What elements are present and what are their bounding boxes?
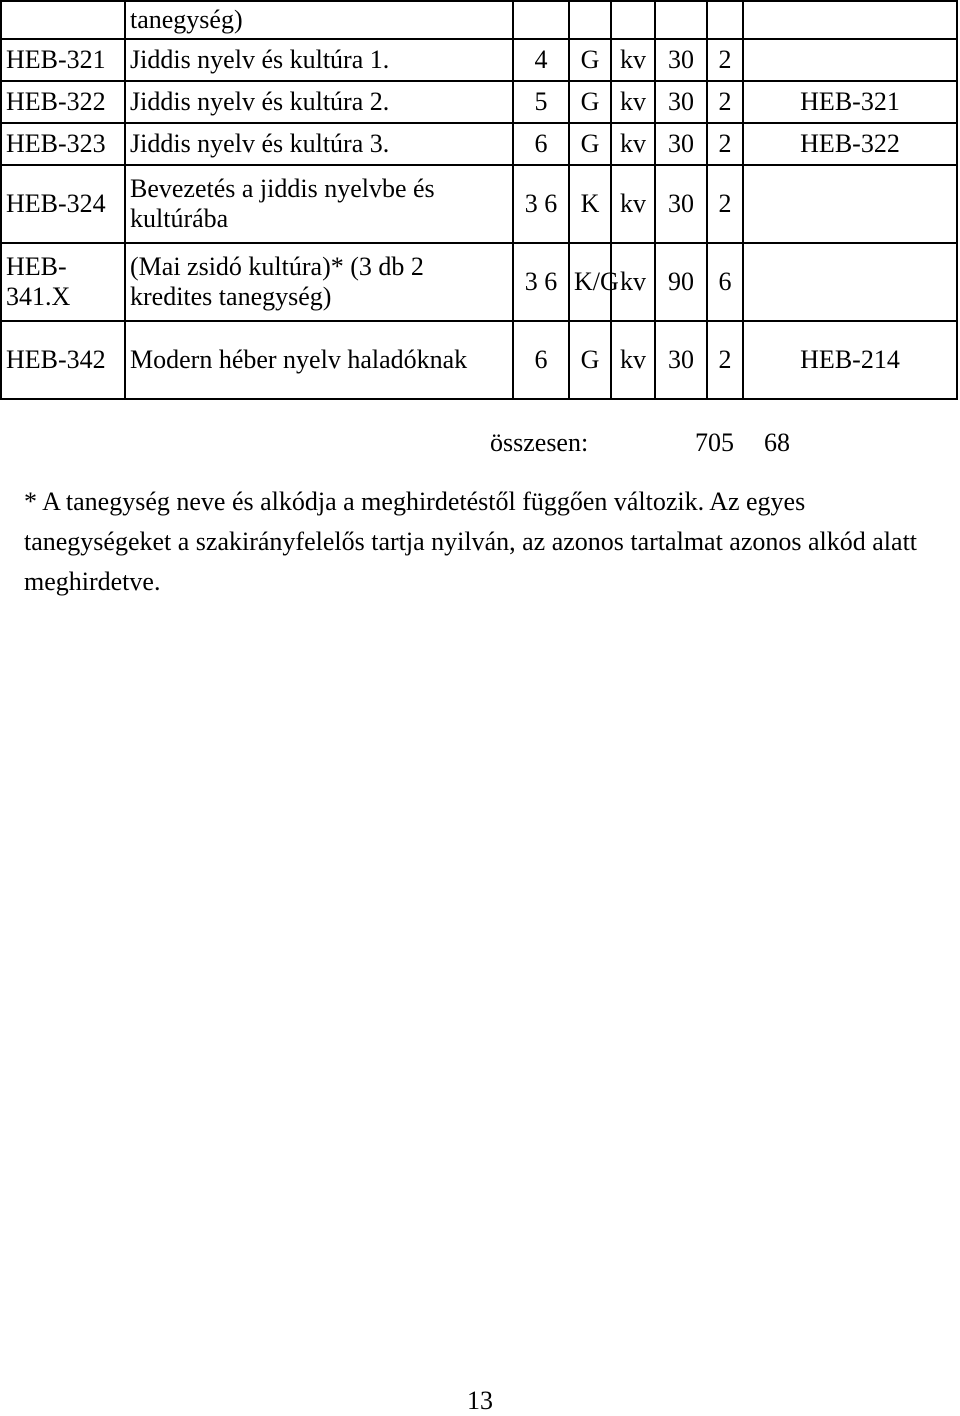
course-type: G [569,81,611,123]
table-row [1,123,957,165]
course-prerequisite: HEB-321 [743,81,957,123]
course-prerequisite [743,243,957,321]
course-semester: 5 [513,81,569,123]
course-table [0,0,958,400]
course-name: Modern héber nyelv haladóknak [125,321,513,399]
course-code: HEB-341.X [1,243,125,321]
course-name: Bevezetés a jiddis nyelvbe és kultúrába [125,165,513,243]
course-evaluation: kv [611,39,655,81]
course-code: HEB-322 [1,81,125,123]
course-evaluation: kv [611,165,655,243]
course-evaluation: kv [611,321,655,399]
total-label: összesen: [490,428,589,457]
course-code: HEB-342 [1,321,125,399]
course-code [1,1,125,39]
course-code: HEB-321 [1,39,125,81]
course-hours: 30 [655,321,707,399]
table-row [1,81,957,123]
course-semester: 3 6 [513,243,569,321]
course-code: HEB-323 [1,123,125,165]
course-evaluation [611,1,655,39]
table-row [1,1,957,39]
course-semester: 4 [513,39,569,81]
course-hours: 30 [655,81,707,123]
course-name: (Mai zsidó kultúra)* (3 db 2 kredites tanegység) [125,243,513,321]
course-credits: 2 [707,39,743,81]
course-semester [513,1,569,39]
course-hours: 30 [655,39,707,81]
course-type [569,1,611,39]
course-semester: 3 6 [513,165,569,243]
total-hours: 705 [695,428,734,457]
course-type: K [569,165,611,243]
course-prerequisite [743,39,957,81]
course-credits: 2 [707,81,743,123]
course-prerequisite [743,165,957,243]
course-type: G [569,39,611,81]
course-credits: 2 [707,165,743,243]
total-credits: 68 [764,428,790,457]
course-name: Jiddis nyelv és kultúra 1. [125,39,513,81]
course-prerequisite [743,1,957,39]
table-row [1,321,957,399]
course-type: G [569,321,611,399]
course-code: HEB-324 [1,165,125,243]
course-type: G [569,123,611,165]
course-hours: 30 [655,165,707,243]
course-name: Jiddis nyelv és kultúra 2. [125,81,513,123]
course-hours: 90 [655,243,707,321]
course-name: tanegység) [125,1,513,39]
course-name: Jiddis nyelv és kultúra 3. [125,123,513,165]
course-evaluation: kv [611,81,655,123]
course-credits: 2 [707,321,743,399]
footnote: * A tanegység neve és alkódja a meghirdetéstől függően változik. Az egyes tanegységeket a szakirányfelelős tartja nyilván, az azonos tartalmat azonos alkód alatt meghirdetve. [24,487,918,596]
course-evaluation: kv [611,123,655,165]
course-credits [707,1,743,39]
page-number: 13 [467,1386,493,1415]
table-row [1,39,957,81]
course-prerequisite: HEB-214 [743,321,957,399]
course-credits: 6 [707,243,743,321]
course-hours [655,1,707,39]
table-row [1,165,957,243]
course-semester: 6 [513,123,569,165]
course-semester: 6 [513,321,569,399]
table-row [1,243,957,321]
total-row [0,424,958,460]
course-hours: 30 [655,123,707,165]
course-prerequisite: HEB-322 [743,123,957,165]
course-evaluation: kv [611,243,655,321]
course-credits: 2 [707,123,743,165]
course-type: K/G [569,243,611,321]
